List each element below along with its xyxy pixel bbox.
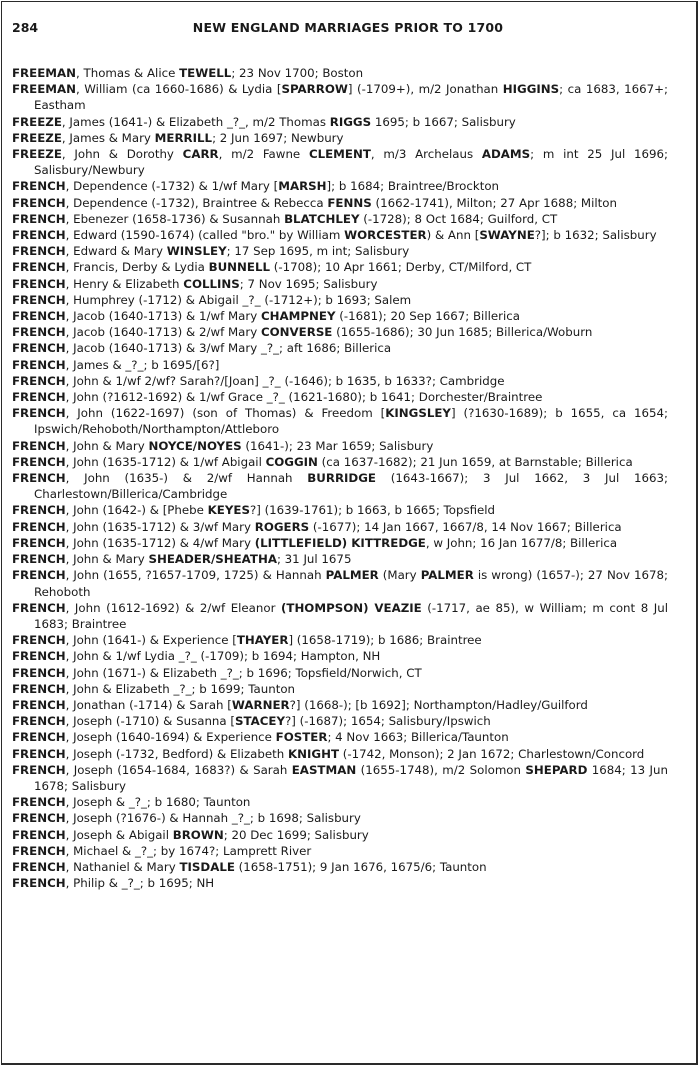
entry-text: ] (-1709+), m/2 Jonathan xyxy=(347,82,503,97)
surname: FRENCH xyxy=(12,179,66,194)
surname: ROGERS xyxy=(254,519,310,534)
surname: ADAMS xyxy=(481,147,531,162)
surname: FRENCH xyxy=(12,876,66,891)
entry-text: , John (1635-) & 2/wf Hannah xyxy=(65,471,308,486)
marriage-entry xyxy=(12,130,668,146)
entry-text: , John & Elizabeth _?_; b 1699; Taunton xyxy=(65,681,296,696)
surname: BURRIDGE xyxy=(307,471,376,486)
surname: FRENCH xyxy=(12,357,66,372)
surname: FRENCH xyxy=(12,762,66,777)
entry-text: ] (?1630-1689); b 1655, ca 1654; Ipswich/Rehoboth/Northampton/Attleboro xyxy=(34,406,668,437)
marriage-entry xyxy=(12,729,668,745)
entry-text: ; 17 Sep 1695, m int; Salisbury xyxy=(226,244,410,259)
marriage-entry xyxy=(12,746,668,762)
surname: WORCESTER xyxy=(344,228,427,243)
entry-text: ; 31 Jul 1675 xyxy=(276,552,352,567)
surname: (THOMPSON) VEAZIE xyxy=(281,600,422,615)
entry-text: (1655-1748), m/2 Solomon xyxy=(356,762,526,777)
surname: TISDALE xyxy=(179,859,235,874)
marriage-entry xyxy=(12,195,668,211)
surname: SHEADER/SHEATHA xyxy=(148,552,277,567)
marriage-entry xyxy=(12,324,668,340)
entry-text: , Francis, Derby & Lydia xyxy=(65,260,209,275)
surname: FRENCH xyxy=(12,211,66,226)
surname: FRENCH xyxy=(12,503,66,518)
entry-text: , Joseph (1654-1684, 1683?) & Sarah xyxy=(65,762,292,777)
marriage-entries-list xyxy=(12,65,668,891)
entry-text: , John (1635-1712) & 4/wf Mary xyxy=(65,535,255,550)
entry-text: ?] (-1687); 1654; Salisbury/Ipswich xyxy=(285,714,491,729)
entry-text: ; 23 Nov 1700; Boston xyxy=(231,66,364,80)
entry-text: ] (1658-1719); b 1686; Braintree xyxy=(288,633,482,648)
marriage-entry xyxy=(12,600,668,632)
surname: FRENCH xyxy=(12,697,66,712)
entry-text: , Humphrey (-1712) & Abigail _?_ (-1712+); b 1693; Salem xyxy=(65,292,412,307)
entry-text: , John (1655, ?1657-1709, 1725) & Hannah xyxy=(65,568,326,583)
surname: PALMER xyxy=(325,568,379,583)
marriage-entry xyxy=(12,665,668,681)
surname: FRENCH xyxy=(12,649,66,664)
surname: FRENCH xyxy=(12,811,66,826)
surname: FOSTER xyxy=(275,730,328,745)
entry-text: (-1728); 8 Oct 1684; Guilford, CT xyxy=(359,211,558,226)
surname: FRENCH xyxy=(12,244,66,259)
surname: FRENCH xyxy=(12,568,66,583)
entry-text: (1655-1686); 30 Jun 1685; Billerica/Woburn xyxy=(332,325,593,340)
surname: FRENCH xyxy=(12,309,66,324)
marriage-entry xyxy=(12,454,668,470)
entry-text: , John (1671-) & Elizabeth _?_; b 1696; Topsfield/Norwich, CT xyxy=(65,665,422,680)
surname: FRENCH xyxy=(12,535,66,550)
marriage-entry xyxy=(12,292,668,308)
marriage-entry xyxy=(12,357,668,373)
marriage-entry xyxy=(12,276,668,292)
surname: FREEZE xyxy=(12,114,62,129)
surname: KINGSLEY xyxy=(385,406,451,421)
marriage-entry xyxy=(12,519,668,535)
surname: FRENCH xyxy=(12,633,66,648)
surname: FRENCH xyxy=(12,859,66,874)
entry-text: , John (1622-1697) (son of Thomas) & Freedom [ xyxy=(65,406,386,421)
marriage-entry xyxy=(12,697,668,713)
entry-text: ; 2 Jun 1697; Newbury xyxy=(212,130,344,145)
entry-text: , James & _?_; b 1695/[6?] xyxy=(65,357,220,372)
entry-text: (-1708); 10 Apr 1661; Derby, CT/Milford, CT xyxy=(270,260,532,275)
entry-text: , w John; 16 Jan 1677/8; Billerica xyxy=(425,535,618,550)
marriage-entry xyxy=(12,794,668,810)
entry-text: , John & 1/wf Lydia _?_ (-1709); b 1694; Hampton, NH xyxy=(65,649,381,664)
entry-text: , Edward & Mary xyxy=(65,244,167,259)
entry-text: (ca 1637-1682); 21 Jun 1659, at Barnstable; Billerica xyxy=(317,454,633,469)
marriage-entry xyxy=(12,535,668,551)
surname: EASTMAN xyxy=(291,762,357,777)
marriage-entry xyxy=(12,146,668,178)
surname: FRENCH xyxy=(12,195,66,210)
entry-text: , Edward (1590-1674) (called "bro." by William xyxy=(65,228,345,243)
surname: CLEMENT xyxy=(308,147,371,162)
page-header xyxy=(12,20,684,38)
surname: FREEMAN xyxy=(12,82,77,97)
entry-text: , James & Mary xyxy=(61,130,155,145)
marriage-entry xyxy=(12,762,668,794)
entry-text: (-1677); 14 Jan 1667, 1667/8, 14 Nov 1667; Billerica xyxy=(309,519,622,534)
entry-text: (-1742, Monson); 2 Jan 1672; Charlestown/Concord xyxy=(339,746,645,761)
marriage-entry xyxy=(12,373,668,389)
surname: FRENCH xyxy=(12,454,66,469)
marriage-entry xyxy=(12,259,668,275)
entry-text: , William (ca 1660-1686) & Lydia [ xyxy=(76,82,282,97)
surname: STACEY xyxy=(234,714,285,729)
entry-text: , m/3 Archelaus xyxy=(370,147,482,162)
entry-text: , John & Mary xyxy=(65,552,149,567)
surname: FRENCH xyxy=(12,390,66,405)
surname: FRENCH xyxy=(12,406,66,421)
entry-text: ?] (1668-); [b 1692]; Northampton/Hadley/Guilford xyxy=(289,697,588,712)
surname: FRENCH xyxy=(12,681,66,696)
marriage-entry xyxy=(12,243,668,259)
surname: COLLINS xyxy=(183,276,240,291)
marriage-entry xyxy=(12,859,668,875)
entry-text: , Michael & _?_; by 1674?; Lamprett River xyxy=(65,843,312,858)
entry-text: , John (1642-) & [Phebe xyxy=(65,503,208,518)
surname: CHAMPNEY xyxy=(260,309,336,324)
marriage-entry xyxy=(12,438,668,454)
surname: FRENCH xyxy=(12,373,66,388)
entry-text: , Joseph & Abigail xyxy=(65,827,173,842)
surname: KNIGHT xyxy=(287,746,339,761)
entry-text: ; m int 25 Jul 1696; Salisbury/Newbury xyxy=(34,147,669,178)
surname: FRENCH xyxy=(12,341,66,356)
surname: FRENCH xyxy=(12,827,66,842)
entry-text: , Henry & Elizabeth xyxy=(65,276,184,291)
entry-text: (1643-1667); 3 Jul 1662, 3 Jul 1663; Charlestown/Billerica/Cambridge xyxy=(34,471,669,502)
marriage-entry xyxy=(12,810,668,826)
entry-text: 1684; 13 Jun 1678; Salisbury xyxy=(34,762,668,793)
entry-text: (1658-1751); 9 Jan 1676, 1675/6; Taunton xyxy=(234,859,487,874)
entry-text: ; 7 Nov 1695; Salisbury xyxy=(239,276,378,291)
surname: THAYER xyxy=(236,633,289,648)
entry-text: , m/2 Fawne xyxy=(218,147,309,162)
surname: MERRILL xyxy=(154,130,213,145)
entry-text: is wrong) (1657-); 27 Nov 1678; Rehoboth xyxy=(34,568,669,599)
surname: BLATCHLEY xyxy=(284,211,360,226)
marriage-entry xyxy=(12,114,668,130)
marriage-entry xyxy=(12,470,668,502)
entry-text: , Joseph (-1710) & Susanna [ xyxy=(65,714,235,729)
marriage-entry xyxy=(12,648,668,664)
surname: FRENCH xyxy=(12,552,66,567)
surname: KEYES xyxy=(207,503,250,518)
entry-text: 1695; b 1667; Salisbury xyxy=(371,114,516,129)
marriage-entry xyxy=(12,211,668,227)
entry-text: , John (?1612-1692) & 1/wf Grace _?_ (1621-1680); b 1641; Dorchester/Braintree xyxy=(65,390,543,405)
entry-text: , Philip & _?_; b 1695; NH xyxy=(65,876,215,891)
entry-text: , Dependence (-1732), Braintree & Rebecca xyxy=(65,195,328,210)
entry-text: , Joseph (?1676-) & Hannah _?_; b 1698; Salisbury xyxy=(65,811,361,826)
entry-text: (1641-); 23 Mar 1659; Salisbury xyxy=(241,438,434,453)
marriage-entry xyxy=(12,632,668,648)
entry-text: (-1681); 20 Sep 1667; Billerica xyxy=(335,309,520,324)
marriage-entry xyxy=(12,827,668,843)
surname: MARSH xyxy=(278,179,327,194)
entry-text: ?] (1639-1761); b 1663, b 1665; Topsfield xyxy=(249,503,496,518)
entry-text: ; 4 Nov 1663; Billerica/Taunton xyxy=(327,730,509,745)
surname: FRENCH xyxy=(12,228,66,243)
surname: CONVERSE xyxy=(260,325,333,340)
marriage-entry xyxy=(12,340,668,356)
surname: TEWELL xyxy=(179,66,232,80)
marriage-entry xyxy=(12,227,668,243)
entry-text: (-1717, ae 85), w William; m cont 8 Jul 1683; Braintree xyxy=(34,600,668,631)
entry-text: ) & Ann [ xyxy=(426,228,480,243)
entry-text: ]; b 1684; Braintree/Brockton xyxy=(326,179,500,194)
surname: FENNS xyxy=(327,195,372,210)
entry-text: ; ca 1683, 1667+; Eastham xyxy=(34,82,668,113)
entry-text: , Jacob (1640-1713) & 2/wf Mary xyxy=(65,325,261,340)
entry-text: ; 20 Dec 1699; Salisbury xyxy=(223,827,369,842)
entry-text: , James (1641-) & Elizabeth _?_, m/2 Thomas xyxy=(61,114,330,129)
surname: FRENCH xyxy=(12,292,66,307)
marriage-entry xyxy=(12,681,668,697)
surname: SPARROW xyxy=(281,82,348,97)
marriage-entry xyxy=(12,502,668,518)
entry-text: , Dependence (-1732) & 1/wf Mary [ xyxy=(65,179,279,194)
surname: SWAYNE xyxy=(479,228,535,243)
entry-text: , John & Dorothy xyxy=(61,147,183,162)
surname: WINSLEY xyxy=(166,244,227,259)
entry-text: , John & 1/wf 2/wf? Sarah?/[Joan] _?_ (-1646); b 1635, b 1633?; Cambridge xyxy=(65,373,505,388)
surname: FRENCH xyxy=(12,600,66,615)
surname: FRENCH xyxy=(12,795,66,810)
entry-text: , John & Mary xyxy=(65,438,149,453)
marriage-entry xyxy=(12,389,668,405)
surname: FREEZE xyxy=(12,130,62,145)
marriage-entry xyxy=(12,843,668,859)
surname: FRENCH xyxy=(12,843,66,858)
surname: FRENCH xyxy=(12,714,66,729)
surname: FREEZE xyxy=(12,147,62,162)
entry-text: , Thomas & Alice xyxy=(76,66,180,80)
entry-text: , Jacob (1640-1713) & 3/wf Mary _?_; aft 1686; Billerica xyxy=(65,341,392,356)
surname: NOYCE/NOYES xyxy=(148,438,242,453)
surname: HIGGINS xyxy=(502,82,560,97)
entry-text: ?]; b 1632; Salisbury xyxy=(534,228,657,243)
marriage-entry xyxy=(12,551,668,567)
entry-text: , John (1635-1712) & 3/wf Mary xyxy=(65,519,255,534)
marriage-entry xyxy=(12,308,668,324)
marriage-entry xyxy=(12,567,668,599)
surname: (LITTLEFIELD) KITTREDGE xyxy=(254,535,426,550)
marriage-entry xyxy=(12,178,668,194)
surname: PALMER xyxy=(420,568,474,583)
surname: BROWN xyxy=(172,827,224,842)
entry-text: , Jacob (1640-1713) & 1/wf Mary xyxy=(65,309,261,324)
page-number: 284 xyxy=(12,20,39,35)
surname: FRENCH xyxy=(12,260,66,275)
surname: WARNER xyxy=(231,697,290,712)
entry-text: , John (1612-1692) & 2/wf Eleanor xyxy=(65,600,281,615)
entry-text: (1662-1741), Milton; 27 Apr 1688; Milton xyxy=(371,195,617,210)
entry-text: , Ebenezer (1658-1736) & Susannah xyxy=(65,211,285,226)
surname: FRENCH xyxy=(12,519,66,534)
surname: FRENCH xyxy=(12,438,66,453)
marriage-entry xyxy=(12,713,668,729)
surname: SHEPARD xyxy=(525,762,588,777)
entry-text: , Joseph (-1732, Bedford) & Elizabeth xyxy=(65,746,288,761)
entry-text: , John (1641-) & Experience [ xyxy=(65,633,237,648)
surname: RIGGS xyxy=(329,114,372,129)
surname: FRENCH xyxy=(12,471,66,486)
entry-text: , Nathaniel & Mary xyxy=(65,859,180,874)
surname: BUNNELL xyxy=(208,260,270,275)
running-title: NEW ENGLAND MARRIAGES PRIOR TO 1700 xyxy=(192,20,504,35)
surname: FRENCH xyxy=(12,730,66,745)
entry-text: (Mary xyxy=(378,568,421,583)
surname: FREEMAN xyxy=(12,66,77,80)
entry-text: , Joseph & _?_; b 1680; Taunton xyxy=(65,795,251,810)
entry-text: , John (1635-1712) & 1/wf Abigail xyxy=(65,454,266,469)
surname: CARR xyxy=(182,147,219,162)
surname: FRENCH xyxy=(12,746,66,761)
surname: COGGIN xyxy=(265,454,318,469)
surname: FRENCH xyxy=(12,276,66,291)
entry-text: , Joseph (1640-1694) & Experience xyxy=(65,730,276,745)
marriage-entry xyxy=(12,65,668,81)
marriage-entry xyxy=(12,875,668,891)
marriage-entry xyxy=(12,405,668,437)
marriage-entry xyxy=(12,81,668,113)
surname: FRENCH xyxy=(12,665,66,680)
entry-text: , Jonathan (-1714) & Sarah [ xyxy=(65,697,232,712)
surname: FRENCH xyxy=(12,325,66,340)
